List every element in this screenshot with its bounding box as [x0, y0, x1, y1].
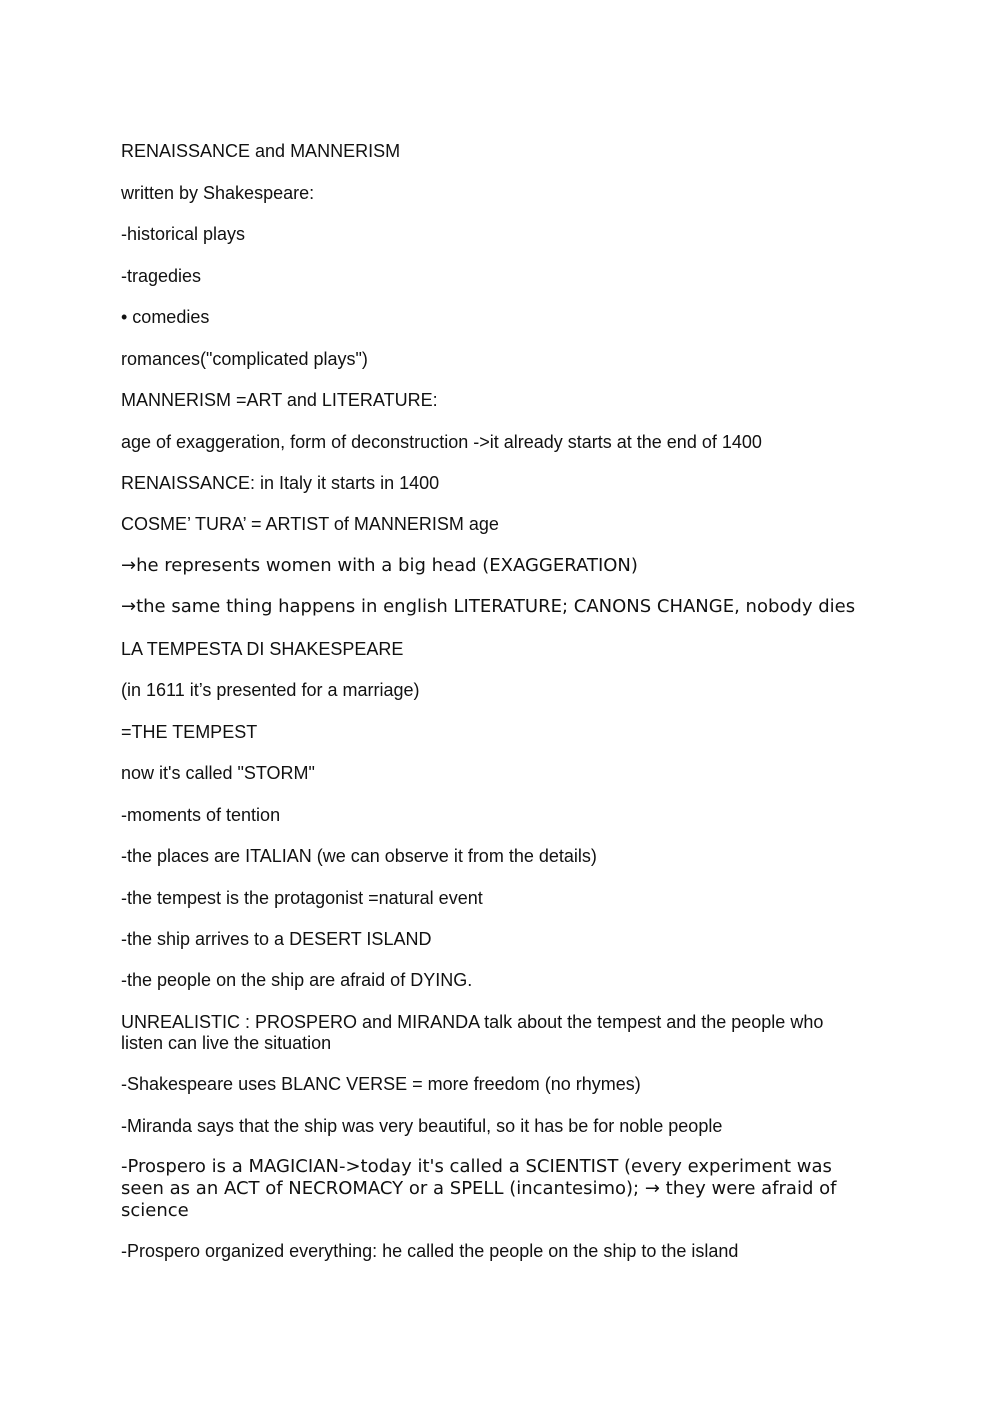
arrow-line: →he represents women with a big head (EXAGGERATION) — [121, 555, 638, 576]
text-line: written by Shakespeare: — [121, 183, 315, 203]
text-line: -the ship arrives to a DESERT ISLAND — [121, 929, 432, 949]
text-line: -the people on the ship are afraid of DYING. — [121, 970, 473, 990]
arrow-line: →the same thing happens in english LITERATURE; CANONS CHANGE, nobody dies — [121, 596, 856, 617]
doc-title: RENAISSANCE and MANNERISM — [121, 141, 401, 161]
section-heading: LA TEMPESTA DI SHAKESPEARE — [121, 639, 404, 659]
text-line: -the places are ITALIAN (we can observe it from the details) — [121, 846, 597, 866]
text-line: age of exaggeration, form of deconstruction ->it already starts at the end of 1400 — [121, 432, 762, 452]
text-line: =THE TEMPEST — [121, 722, 258, 742]
paragraph: UNREALISTIC : PROSPERO and MIRANDA talk about the tempest and the people who listen can live the situation — [121, 1012, 824, 1053]
text-line: -tragedies — [121, 266, 202, 286]
text-line: -Prospero organized everything: he called the people on the ship to the island — [121, 1241, 739, 1261]
paragraph: -Prospero is a MAGICIAN->today it's called a SCIENTIST (every experiment was seen as an ACT of NECROMACY or a SPELL (incantesimo); → they were afraid of science — [121, 1156, 837, 1221]
text-line: -Miranda says that the ship was very beautiful, so it has be for noble people — [121, 1116, 723, 1136]
text-line: -the tempest is the protagonist =natural event — [121, 888, 483, 908]
text-line: now it's called "STORM" — [121, 763, 315, 783]
text-line: COSME’ TURA’ = ARTIST of MANNERISM age — [121, 514, 499, 534]
section-heading: MANNERISM =ART and LITERATURE: — [121, 390, 438, 410]
text-line: romances("complicated plays") — [121, 349, 368, 369]
text-line: -Shakespeare uses BLANC VERSE = more freedom (no rhymes) — [121, 1074, 641, 1094]
text-line: -historical plays — [121, 224, 246, 244]
text-line: (in 1611 it’s presented for a marriage) — [121, 680, 420, 700]
text-line: -moments of tention — [121, 805, 281, 825]
text-line: RENAISSANCE: in Italy it starts in 1400 — [121, 473, 440, 493]
bullet-line: • comedies — [121, 307, 210, 327]
